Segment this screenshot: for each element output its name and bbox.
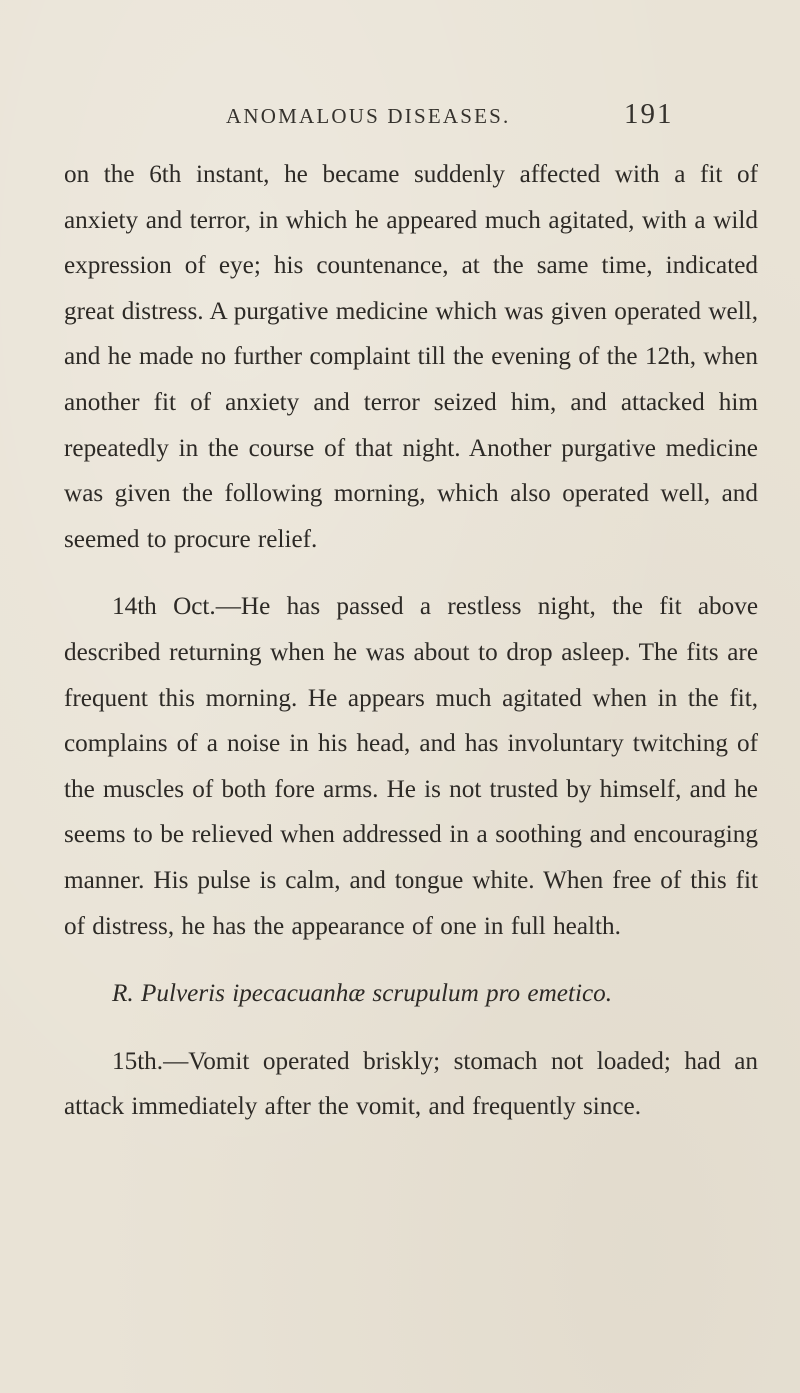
running-title: ANOMALOUS DISEASES. bbox=[226, 104, 511, 128]
page-number: 191 bbox=[624, 98, 674, 130]
paragraph-prescription: R. Pulveris ipecacuanhæ scrupulum pro emetico. bbox=[112, 980, 613, 1008]
paragraph-15th: 15th.—Vomit operated briskly; stomach not loaded; had an attack immediately after the vomit, and frequently since. bbox=[64, 1047, 758, 1121]
running-header bbox=[0, 98, 800, 138]
paragraph-14th-oct: 14th Oct.—He has passed a restless night, the fit above described returning when he was about to drop asleep. The fits are frequent this morning. He appears much agitated when in the fit, complains of a noise in his head, and has involuntary twitching of the muscles of both fore arms. He is not trusted by himself, and he seems to be relieved when addressed in a soothing and encouraging manner. His pulse is calm, and tongue white. When free of this fit of distress, he has the appearance of one in full health. bbox=[64, 593, 758, 940]
body-text bbox=[64, 152, 758, 1130]
paragraph-continuation: on the 6th instant, he became suddenly affected with a fit of anxiety and terror, in which he appeared much agitated, with a wild expression of eye; his countenance, at the same time, indicated great distress. A purgative medicine which was given operated well, and he made no further complaint till the evening of the 12th, when another fit of anxiety and terror seized him, and attacked him repeatedly in the course of that night. Another purgative medicine was given the following morning, which also operated well, and seemed to procure relief. bbox=[64, 161, 758, 553]
